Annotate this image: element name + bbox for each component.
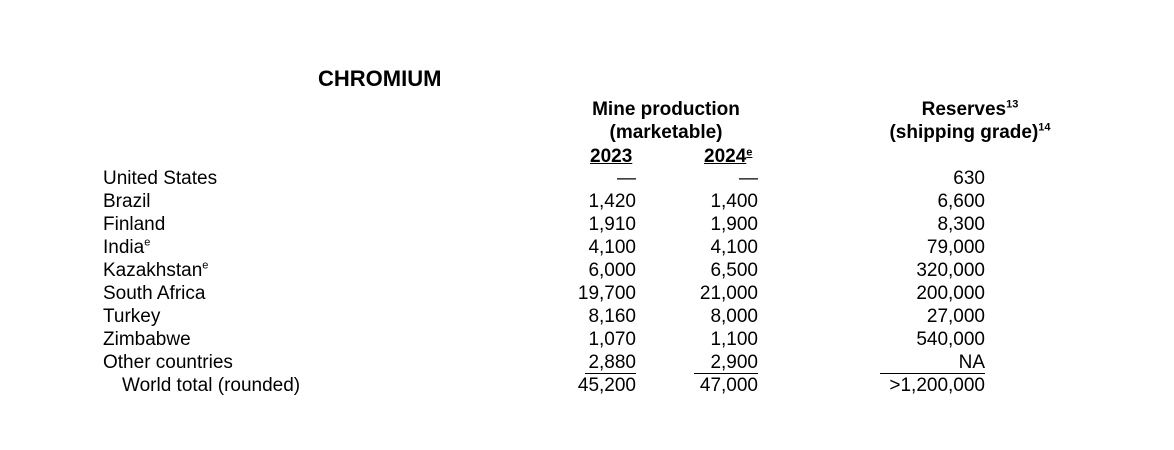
reserves-label: Reserves <box>921 99 1007 120</box>
marketable-label: (marketable) <box>609 122 723 143</box>
total-row <box>0 374 1174 397</box>
table-row <box>0 167 1174 190</box>
country-cell <box>103 351 233 374</box>
reserves-value: >1,200,000 <box>889 375 985 396</box>
year-2023-header: 2023 <box>590 146 633 167</box>
country-name: India <box>103 237 145 258</box>
reserves-value: 6,600 <box>937 191 985 212</box>
country-cell <box>103 328 191 351</box>
country-name: Kazakhstan <box>103 260 203 281</box>
mine-production-label: Mine production <box>592 99 740 120</box>
country-name: Brazil <box>103 191 151 212</box>
country-cell <box>122 374 300 397</box>
country-cell <box>103 213 165 236</box>
value-2023: 2,880 <box>588 352 636 373</box>
value-2023: 8,160 <box>588 306 636 327</box>
table-row <box>0 213 1174 236</box>
shipping-grade-label: (shipping grade) <box>889 122 1039 143</box>
value-2023: 1,420 <box>588 191 636 212</box>
value-2024: 1,400 <box>710 191 758 212</box>
value-2023: 6,000 <box>588 260 636 281</box>
table-row <box>0 190 1174 213</box>
value-2024: 2,900 <box>710 352 758 373</box>
shipping-grade-sup: 14 <box>1038 121 1051 134</box>
rule-2024 <box>694 373 758 374</box>
value-2023: 1,910 <box>588 214 636 235</box>
country-name: South Africa <box>103 283 206 304</box>
value-2024: 1,900 <box>710 214 758 235</box>
reserves-value: 8,300 <box>937 214 985 235</box>
value-2024: — <box>739 168 758 189</box>
year-2024-header <box>704 145 752 168</box>
reserves-value: 630 <box>953 168 985 189</box>
value-2024: 6,500 <box>710 260 758 281</box>
table-row <box>0 351 1174 374</box>
table-row <box>0 305 1174 328</box>
reserves-value: 27,000 <box>926 306 985 327</box>
estimate-sup: e <box>144 236 151 249</box>
reserves-sup: 13 <box>1006 98 1019 111</box>
value-2024: 1,100 <box>710 329 758 350</box>
rule-reserves <box>880 373 985 374</box>
value-2023: 4,100 <box>588 237 636 258</box>
estimate-sup: e <box>202 259 209 272</box>
value-2023: 45,200 <box>577 375 636 396</box>
table-row <box>0 282 1174 305</box>
country-cell <box>103 259 208 282</box>
country-name: Other countries <box>103 352 233 373</box>
table-row <box>0 259 1174 282</box>
reserves-value: 79,000 <box>926 237 985 258</box>
reserves-value: 540,000 <box>916 329 985 350</box>
country-cell <box>103 305 160 328</box>
rule-2023 <box>585 373 636 374</box>
country-name: Finland <box>103 214 166 235</box>
value-2024: 21,000 <box>699 283 758 304</box>
page-title: CHROMIUM <box>318 66 442 91</box>
country-name: Turkey <box>103 306 161 327</box>
value-2023: — <box>617 168 636 189</box>
mine-production-header <box>566 98 766 144</box>
value-2024: 4,100 <box>710 237 758 258</box>
country-cell <box>103 167 217 190</box>
value-2023: 19,700 <box>577 283 636 304</box>
country-name: World total (rounded) <box>122 375 301 396</box>
country-cell <box>103 190 151 213</box>
reserves-header <box>860 98 1080 144</box>
table-row <box>0 236 1174 259</box>
value-2023: 1,070 <box>588 329 636 350</box>
country-cell <box>103 236 150 259</box>
country-name: Zimbabwe <box>103 329 191 350</box>
year-2024-label: 2024 <box>704 146 747 167</box>
reserves-value: 320,000 <box>916 260 985 281</box>
country-name: United States <box>103 168 218 189</box>
reserves-value: NA <box>958 352 985 373</box>
estimate-sup: e <box>746 146 753 159</box>
value-2024: 47,000 <box>699 375 758 396</box>
country-cell <box>103 282 205 305</box>
table-row <box>0 328 1174 351</box>
value-2024: 8,000 <box>710 306 758 327</box>
reserves-value: 200,000 <box>916 283 985 304</box>
